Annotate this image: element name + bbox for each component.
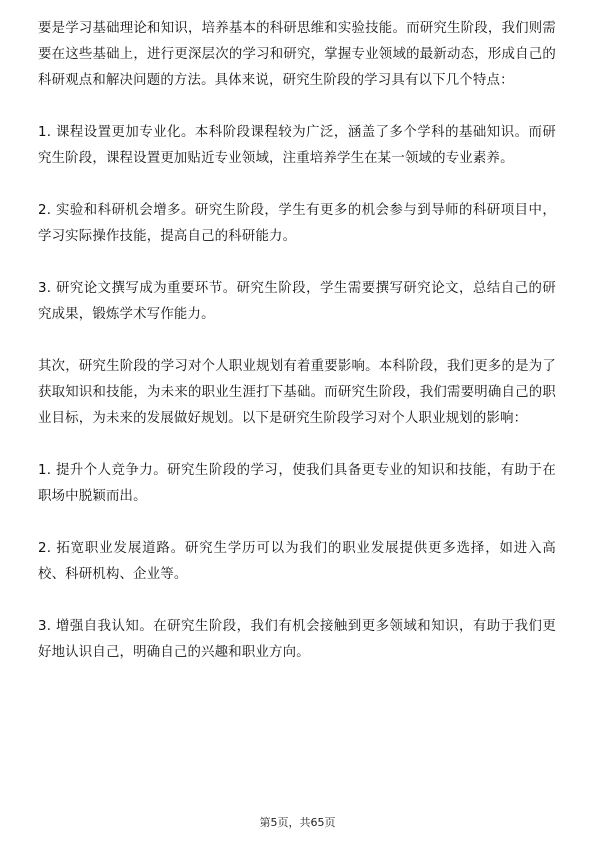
paragraph-career-2: 2. 拓宽职业发展道路。研究生学历可以为我们的职业发展提供更多选择，如进入高校、科研机构、企业等。 bbox=[38, 541, 556, 582]
paragraph-feature-1: 1. 课程设置更加专业化。本科阶段课程较为广泛，涵盖了多个学科的基础知识。而研究生阶段，课程设置更加贴近专业领域，注重培养学生在某一领域的专业素养。 bbox=[38, 125, 556, 166]
paragraph-career-3: 3. 增强自我认知。在研究生阶段，我们有机会接触到更多领域和知识，有助于我们更好地认识自己，明确自己的兴趣和职业方向。 bbox=[38, 619, 556, 660]
paragraph-feature-2: 2. 实验和科研机会增多。研究生阶段，学生有更多的机会参与到导师的科研项目中，学习实际操作技能，提高自己的科研能力。 bbox=[38, 203, 556, 244]
page-number-footer: 第5页，共65页 bbox=[259, 816, 336, 829]
paragraph-intro: 要是学习基础理论和知识，培养基本的科研思维和实验技能。而研究生阶段，我们则需要在这些基础上，进行更深层次的学习和研究，掌握专业领域的最新动态，形成自己的科研观点和解决问题的方法。具体来说，研究生阶段的学习具有以下几个特点： bbox=[38, 21, 556, 88]
paragraph-career-intro: 其次，研究生阶段的学习对个人职业规划有着重要影响。本科阶段，我们更多的是为了获取知识和技能，为未来的职业生涯打下基础。而研究生阶段，我们需要明确自己的职业目标，为未来的发展做好规划。以下是研究生阶段学习对个人职业规划的影响： bbox=[38, 359, 556, 426]
paragraph-career-1: 1. 提升个人竞争力。研究生阶段的学习，使我们具备更专业的知识和技能，有助于在职场中脱颖而出。 bbox=[38, 463, 556, 504]
document-body bbox=[38, 16, 556, 692]
paragraph-feature-3: 3. 研究论文撰写成为重要环节。研究生阶段，学生需要撰写研究论文，总结自己的研究成果，锻炼学术写作能力。 bbox=[38, 281, 556, 322]
